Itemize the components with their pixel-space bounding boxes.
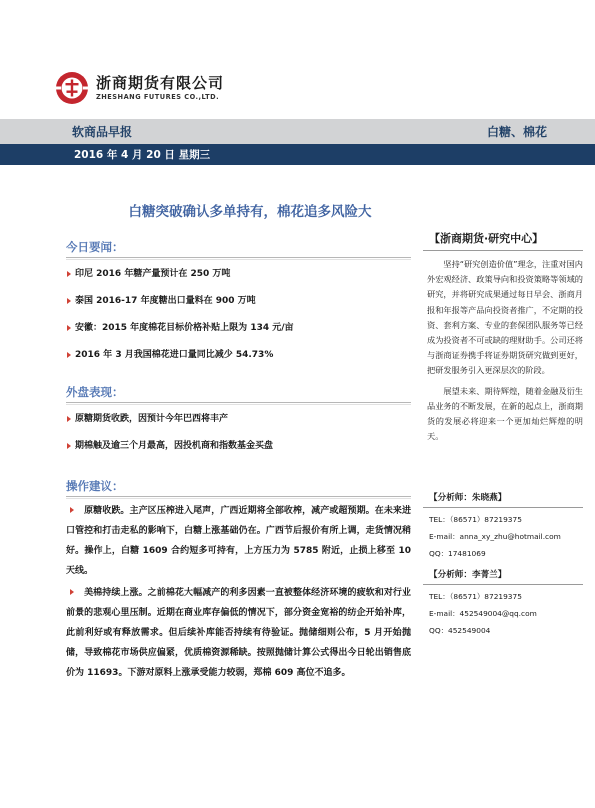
sidebar-research-center [423,230,583,444]
analyst-tel: TEL：（86571）87219375 [429,592,522,601]
news-item: 泰国 2016-17 年度糖出口量料在 900 万吨 [66,295,411,308]
advice-text: 美棉持续上涨。之前棉花大幅减产的利多因素一直被整体经济环境的疲软和对行业前景的悲观心里压制。近期在商业库存偏低的情况下，部分资金宽裕的纺企开始补库，此前利好或有释放需求。但后续补库能否持续有待验证。抛储细则公布，5 月开始抛储，导致棉花市场供应偏紧，优质棉资源稀缺。按照抛储计算公式得出今日轮出销售底价为 11693。下游对原料上涨承受能力较弱，郑棉 609 高位不追多。 [66,588,411,678]
section-title-advice: 操作建议： [66,479,124,493]
section-title-market: 外盘表现： [66,385,124,399]
report-type: 软商品早报 [72,125,133,139]
zheshang-logo-icon [55,71,89,105]
news-item: 印尼 2016 年糖产量预计在 250 万吨 [66,268,411,281]
main-content [66,236,411,683]
company-name-cn: 浙商期货有限公司 [96,74,225,92]
section-header-advice [66,475,411,497]
market-item: 原糖期货收跌，因预计今年巴西将丰产 [66,413,411,426]
analyst-card [423,569,583,639]
analyst-qq: QQ：452549004 [429,626,491,635]
advice-text: 原糖收跌。主产区压榨进入尾声，广西近期将全部收榨，减产或超预期。在未来进口管控和打击走私的影响下，白糖上涨基础仍在。广西节后报价有所上调，走货情况稍好。操作上，白糖 1609 合约短多可持有，上方压力为 5785 附近，止损上移至 10 天线。 [66,506,411,576]
news-item: 2016 年 3 月我国棉花进口量同比减少 54.73% [66,349,411,362]
sidebar-paragraph: 坚持“研究创造价值”理念，注重对国内外宏观经济、政策导向和投资策略等领域的研究，并将研究成果通过每日早会、浙商月报和年报等产品向投资者推广，不定期的投资、套利方案、专业的套保团队服务等已经成为投资者不可或缺的理财助手。公司还将与浙商证券携手将证券期货研究做到更好，把研发服务引入更深层次的阶段。 [427,259,583,376]
analyst-heading: 【分析师：李菁兰】 [429,570,507,580]
analyst-email[interactable]: E-mail：anna_xy_zhu@hotmail.com [429,532,561,541]
news-item: 安徽：2015 年度棉花目标价格补贴上限为 134 元/亩 [66,322,411,335]
analyst-tel: TEL：（86571）87219375 [429,515,522,524]
section-title-news: 今日要闻： [66,240,124,254]
section-header-market [66,381,411,403]
market-item: 期棉触及逾三个月最高，因投机商和指数基金买盘 [66,440,411,453]
report-date: 2016 年 4 月 20 日 星期三 [74,149,211,161]
analyst-heading: 【分析师：朱晓燕】 [429,493,507,503]
bullet-triangle-icon [70,589,74,595]
analyst-divider [423,507,583,508]
advice-paragraph [66,501,411,581]
analyst-qq: QQ：17481069 [429,549,486,558]
section-header-news [66,236,411,258]
company-logo [55,70,224,106]
bullet-triangle-icon [70,507,74,513]
header-band [0,119,595,144]
analyst-card [423,492,583,562]
analyst-divider [423,584,583,585]
report-title: 白糖突破确认多单持有，棉花追多风险大 [128,204,372,220]
analyst-email[interactable]: E-mail：452549004@qq.com [429,609,537,618]
sidebar-paragraph: 展望未来、期待辉煌，随着金融及衍生品业务的不断发展，在新的起点上，浙商期货的发展必将迎来一个更加灿烂辉煌的明天。 [427,385,583,442]
sidebar-title: 【浙商期货·研究中心】 [429,232,544,245]
company-name-en: ZHESHANG FUTURES CO.,LTD. [96,93,220,101]
advice-paragraph [66,583,411,683]
commodities: 白糖、棉花 [486,125,547,139]
date-band [0,144,595,165]
